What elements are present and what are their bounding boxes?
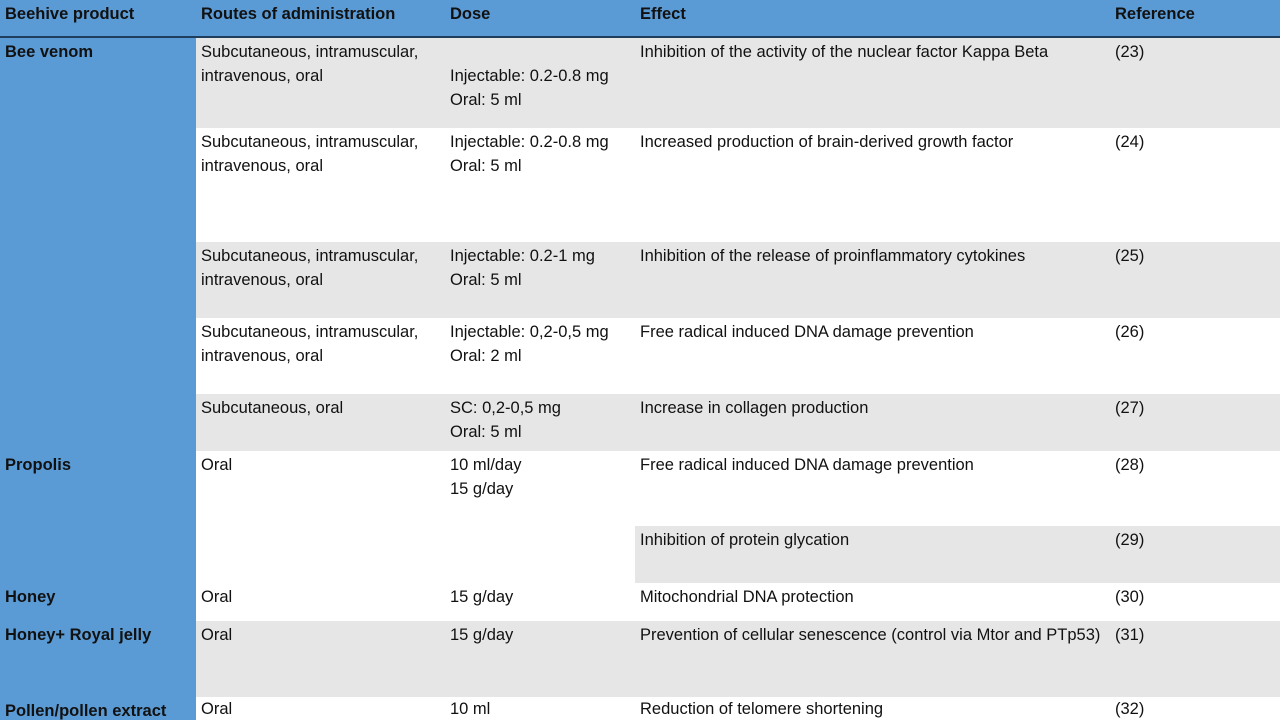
dose-cell: 10 ml/day 15 g/day — [445, 451, 635, 583]
dose-cell: 15 g/day — [445, 583, 635, 621]
route-cell: Subcutaneous, oral — [196, 394, 445, 451]
dose-cell: Injectable: 0,2-0,5 mg Oral: 2 ml — [445, 318, 635, 394]
reference-cell: (31) — [1110, 621, 1280, 697]
reference-cell: (30) — [1110, 583, 1280, 621]
reference-cell: (24) — [1110, 128, 1280, 242]
effect-cell: Increased production of brain-derived growth factor — [635, 128, 1110, 242]
header-reference: Reference — [1110, 0, 1280, 38]
header-effect: Effect — [635, 0, 1110, 38]
effect-cell: Inhibition of protein glycation — [635, 526, 1110, 583]
reference-cell: (29) — [1110, 526, 1280, 583]
route-cell: Oral — [196, 697, 445, 720]
dose-cell: 10 ml — [445, 697, 635, 720]
reference-cell: (26) — [1110, 318, 1280, 394]
route-cell: Subcutaneous, intramuscular, intravenous, oral — [196, 128, 445, 242]
product-pollen: Pollen/pollen extract — [0, 697, 196, 720]
dose-cell: Injectable: 0.2-1 mg Oral: 5 ml — [445, 242, 635, 318]
effect-cell: Free radical induced DNA damage prevention — [635, 451, 1110, 526]
dose-cell: Injectable: 0.2-0.8 mg Oral: 5 ml — [445, 38, 635, 128]
effect-cell: Increase in collagen production — [635, 394, 1110, 451]
effect-cell: Prevention of cellular senescence (control via Mtor and PTp53) — [635, 621, 1110, 697]
route-cell: Oral — [196, 583, 445, 621]
header-routes: Routes of administration — [196, 0, 445, 38]
dose-cell: Injectable: 0.2-0.8 mg Oral: 5 ml — [445, 128, 635, 242]
reference-cell: (27) — [1110, 394, 1280, 451]
effect-cell: Reduction of telomere shortening — [635, 697, 1110, 720]
header-dose: Dose — [445, 0, 635, 38]
header-beehive-product: Beehive product — [0, 0, 196, 38]
route-cell: Subcutaneous, intramuscular, intravenous, oral — [196, 242, 445, 318]
reference-cell: (32) — [1110, 697, 1280, 720]
route-cell: Subcutaneous, intramuscular, intravenous, oral — [196, 38, 445, 128]
product-honey-royal-jelly: Honey+ Royal jelly — [0, 621, 196, 697]
route-cell: Oral — [196, 621, 445, 697]
effect-cell: Inhibition of the release of proinflammatory cytokines — [635, 242, 1110, 318]
product-propolis: Propolis — [0, 451, 196, 583]
effect-cell: Free radical induced DNA damage prevention — [635, 318, 1110, 394]
product-bee-venom: Bee venom — [0, 38, 196, 451]
product-honey: Honey — [0, 583, 196, 621]
reference-cell: (28) — [1110, 451, 1280, 526]
reference-cell: (23) — [1110, 38, 1280, 128]
route-cell: Oral — [196, 451, 445, 583]
dose-cell: SC: 0,2-0,5 mg Oral: 5 ml — [445, 394, 635, 451]
route-cell: Subcutaneous, intramuscular, intravenous, oral — [196, 318, 445, 394]
reference-cell: (25) — [1110, 242, 1280, 318]
effect-cell: Mitochondrial DNA protection — [635, 583, 1110, 621]
effect-cell: Inhibition of the activity of the nuclear factor Kappa Beta — [635, 38, 1110, 128]
dose-cell: 15 g/day — [445, 621, 635, 697]
